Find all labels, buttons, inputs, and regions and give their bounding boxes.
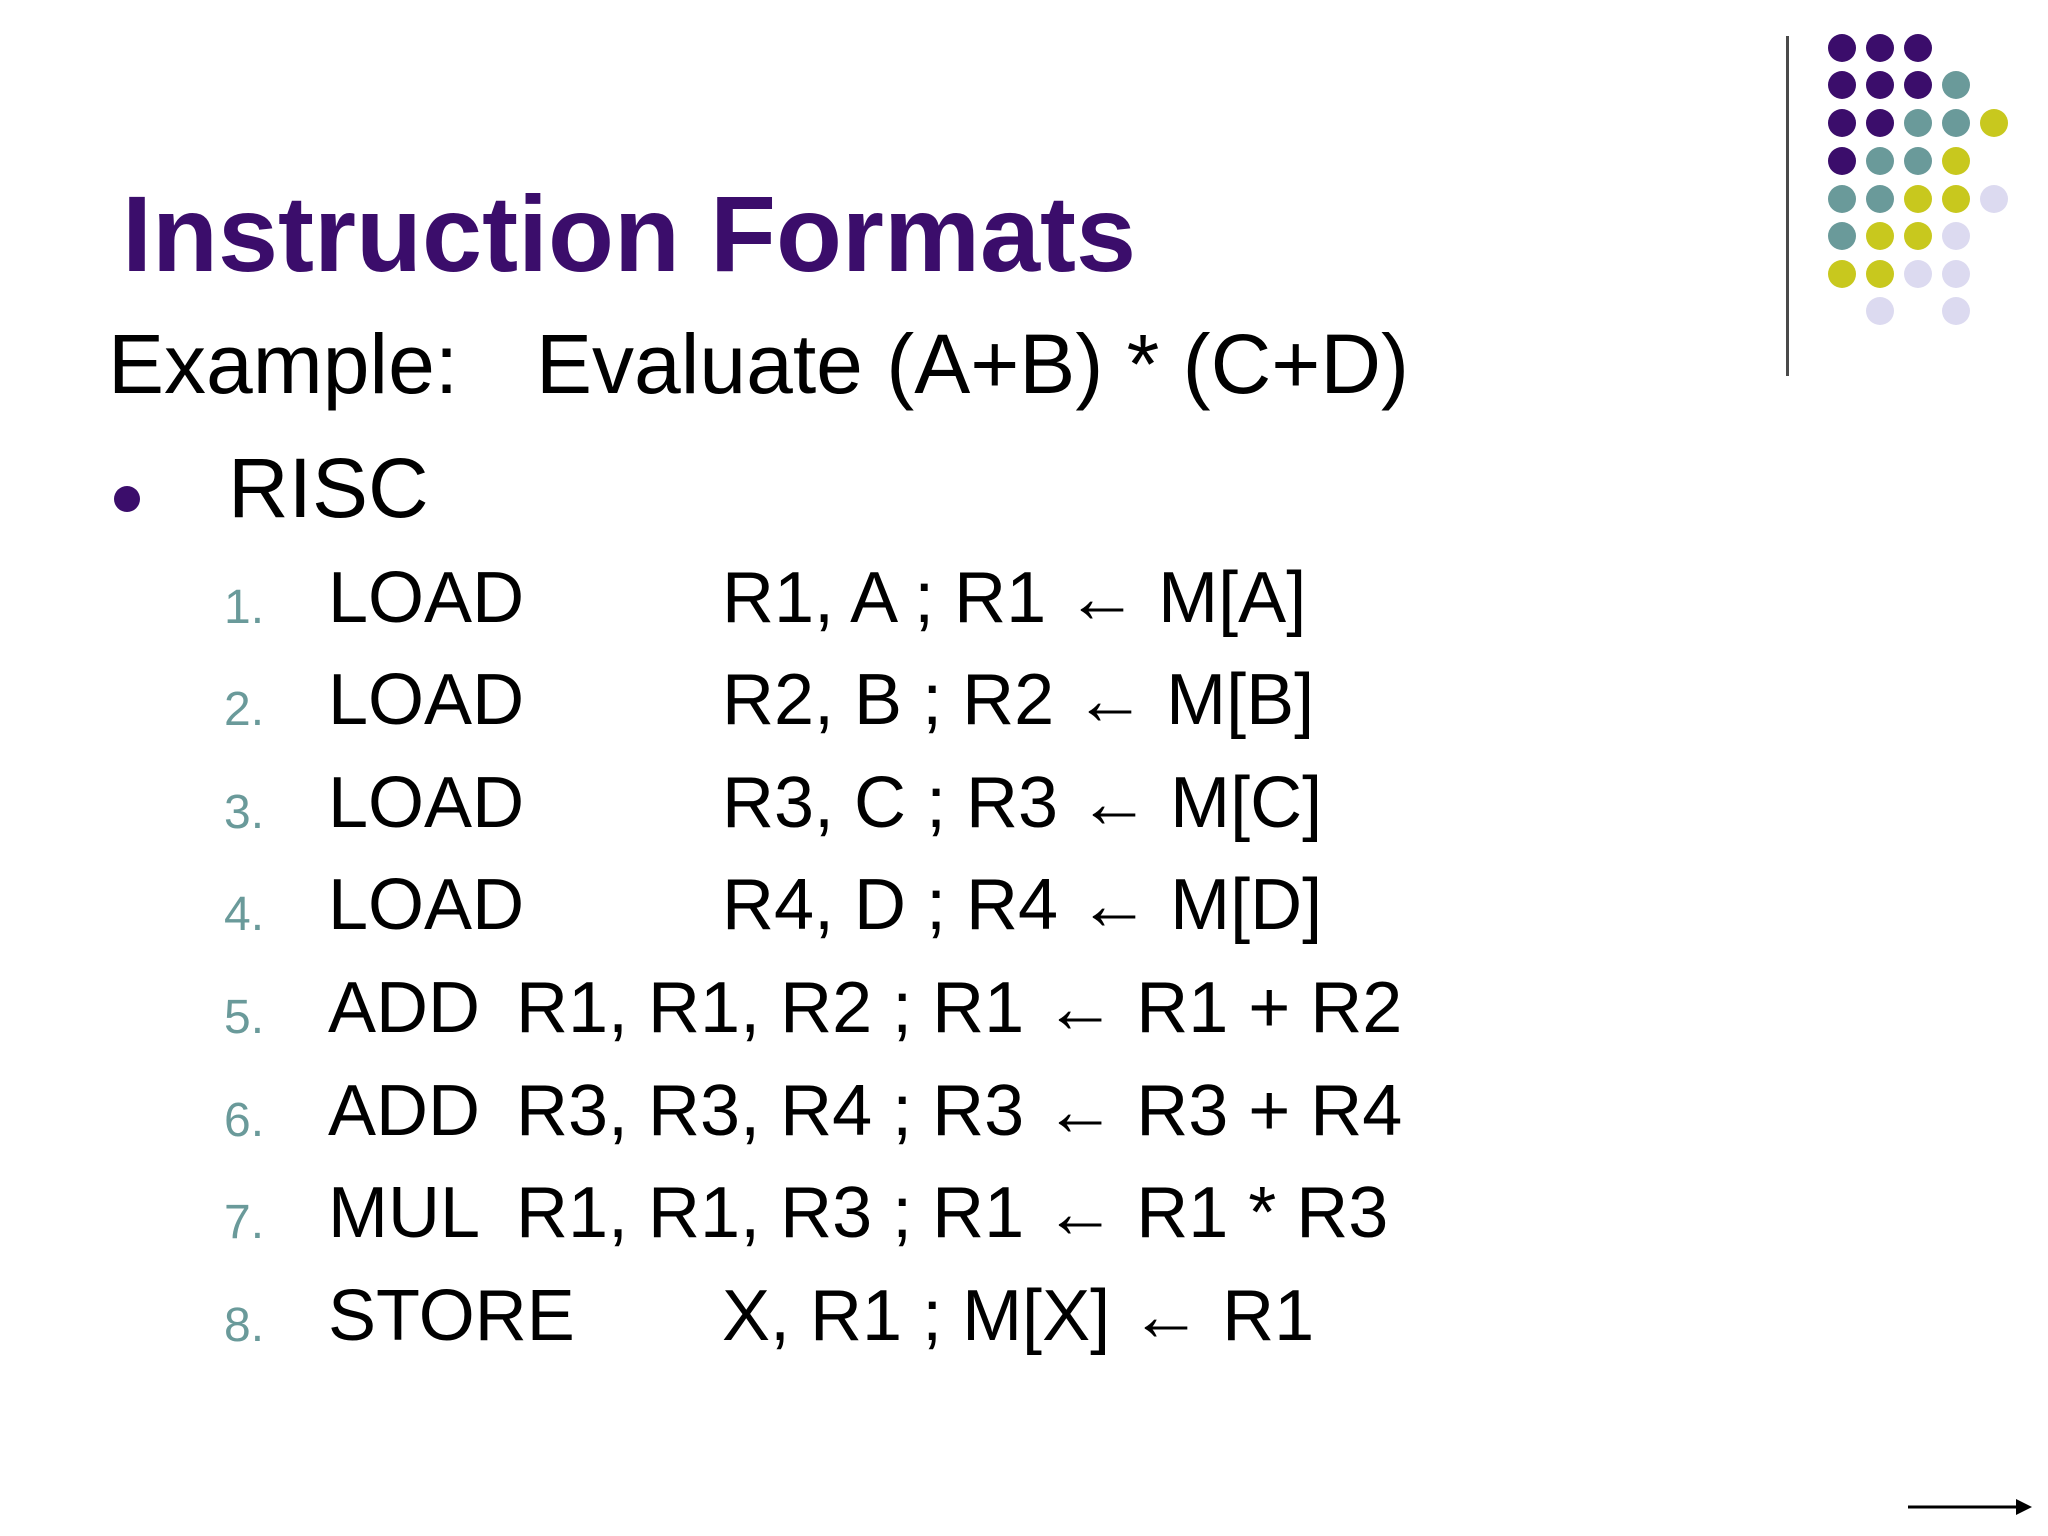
instruction-operands: R1, R1, R3 ; R1 ← R1 * R3 [516,1173,1389,1253]
instruction-number: 5. [224,991,265,1044]
instruction-operands: R2, B ; R2 ← M[B] [722,660,1315,740]
decorative-dot [1828,222,1856,250]
example-label: Example: [108,317,459,411]
decorative-dot [1866,34,1894,62]
instruction-operands: R3, C ; R3 ← M[C] [722,763,1323,843]
bullet-dot-icon [114,486,140,512]
decorative-dot [1942,297,1970,325]
instruction-opcode: LOAD [328,558,525,638]
example-line [108,317,1409,411]
instruction-operands: R1, R1, R2 ; R1 ← R1 + R2 [516,968,1403,1048]
decorative-dot [1904,260,1932,288]
instruction-number: 4. [224,888,265,941]
instruction-opcode: LOAD [328,660,525,740]
decorative-dot [1942,147,1970,175]
decorative-dot [1866,71,1894,99]
instruction-number: 2. [224,683,265,736]
decorative-dot [1980,109,2008,137]
decorative-dot [1904,147,1932,175]
decorative-dot [1828,147,1856,175]
instruction-opcode: ADD [328,968,481,1048]
instruction-number: 6. [224,1094,265,1147]
decorative-dot [1866,222,1894,250]
decorative-dot [1904,34,1932,62]
instruction-opcode: STORE [328,1276,575,1356]
decorative-dot [1828,71,1856,99]
example-expression: Evaluate (A+B) * (C+D) [536,317,1409,411]
instruction-number: 1. [224,581,265,634]
decorative-dot [1942,222,1970,250]
decorative-dot [1866,147,1894,175]
decorative-dot [1866,260,1894,288]
instruction-operands: R1, A ; R1 ← M[A] [722,558,1307,638]
decorative-dot [1828,260,1856,288]
decorative-dot [1904,185,1932,213]
decorative-dot [1942,260,1970,288]
instruction-number: 7. [224,1196,265,1249]
decorative-dot [1942,109,1970,137]
instruction-operands: X, R1 ; M[X] ← R1 [722,1276,1315,1356]
bullet-label: RISC [228,441,429,535]
decorative-dot [1942,71,1970,99]
decorative-dot [1866,109,1894,137]
vertical-divider [1786,36,1789,376]
decorative-dot [1828,109,1856,137]
instruction-opcode: ADD [328,1071,481,1151]
decorative-dot [1828,34,1856,62]
instruction-opcode: MUL [328,1173,481,1253]
decorative-dot [1828,185,1856,213]
instruction-opcode: LOAD [328,763,525,843]
decorative-dot [1866,185,1894,213]
decorative-dot [1942,185,1970,213]
instruction-number: 3. [224,786,265,839]
arrow-right-icon[interactable] [1908,1494,2032,1520]
decorative-dot [1980,185,2008,213]
instruction-operands: R4, D ; R4 ← M[D] [722,865,1323,945]
slide-title: Instruction Formats [122,173,1137,294]
decorative-dot [1904,109,1932,137]
instruction-opcode: LOAD [328,865,525,945]
instruction-operands: R3, R3, R4 ; R3 ← R3 + R4 [516,1071,1403,1151]
instruction-number: 8. [224,1299,265,1352]
decorative-dot [1904,71,1932,99]
decorative-dot [1866,297,1894,325]
decorative-dot [1904,222,1932,250]
